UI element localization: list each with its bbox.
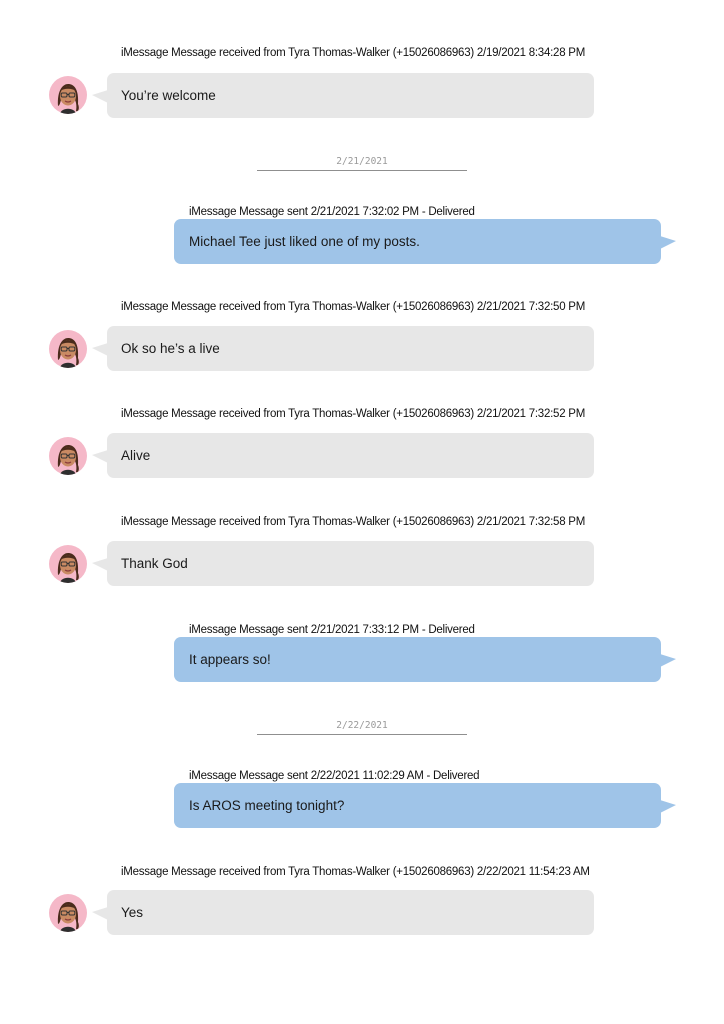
message-text: Is AROS meeting tonight? [189, 797, 345, 813]
date-label: 2/21/2021 [336, 156, 388, 167]
incoming-message-bubble[interactable] [107, 890, 594, 935]
message-header: iMessage Message received from Tyra Thomas-Walker (+15026086963) 2/21/2021 7:32:58 PM [121, 516, 586, 528]
message-text: Thank God [121, 555, 188, 571]
memoji-avatar-icon [49, 437, 87, 475]
message-text: Yes [121, 904, 144, 920]
incoming-message-bubble[interactable] [107, 433, 594, 478]
outgoing-message-bubble[interactable] [174, 783, 661, 828]
message-header: iMessage Message sent 2/22/2021 11:02:29 AM - Delivered [189, 770, 480, 782]
memoji-avatar-icon [49, 330, 87, 368]
message-header: iMessage Message sent 2/21/2021 7:33:12 PM - Delivered [189, 624, 475, 636]
message-text: Ok so he’s a live [121, 340, 220, 356]
outgoing-message-bubble[interactable] [174, 637, 661, 682]
incoming-message-bubble[interactable] [107, 73, 594, 118]
date-label: 2/22/2021 [336, 720, 388, 731]
message-header: iMessage Message sent 2/21/2021 7:32:02 PM - Delivered [189, 206, 475, 218]
outgoing-message-bubble[interactable] [174, 219, 661, 264]
divider-line [257, 170, 467, 171]
message-header: iMessage Message received from Tyra Thomas-Walker (+15026086963) 2/22/2021 11:54:23 AM [121, 866, 590, 878]
message-text: Alive [121, 447, 151, 463]
divider-line [257, 734, 467, 735]
message-text: It appears so! [189, 651, 271, 667]
memoji-avatar-icon [49, 894, 87, 932]
date-divider [257, 156, 467, 171]
message-header: iMessage Message received from Tyra Thomas-Walker (+15026086963) 2/21/2021 7:32:50 PM [121, 301, 586, 313]
message-header: iMessage Message received from Tyra Thomas-Walker (+15026086963) 2/19/2021 8:34:28 PM [121, 47, 586, 59]
date-divider [257, 720, 467, 735]
message-text: Michael Tee just liked one of my posts. [189, 233, 420, 249]
memoji-avatar-icon [49, 76, 87, 114]
incoming-message-bubble[interactable] [107, 541, 594, 586]
message-text: You’re welcome [121, 87, 216, 103]
message-header: iMessage Message received from Tyra Thomas-Walker (+15026086963) 2/21/2021 7:32:52 PM [121, 408, 586, 420]
incoming-message-bubble[interactable] [107, 326, 594, 371]
memoji-avatar-icon [49, 545, 87, 583]
